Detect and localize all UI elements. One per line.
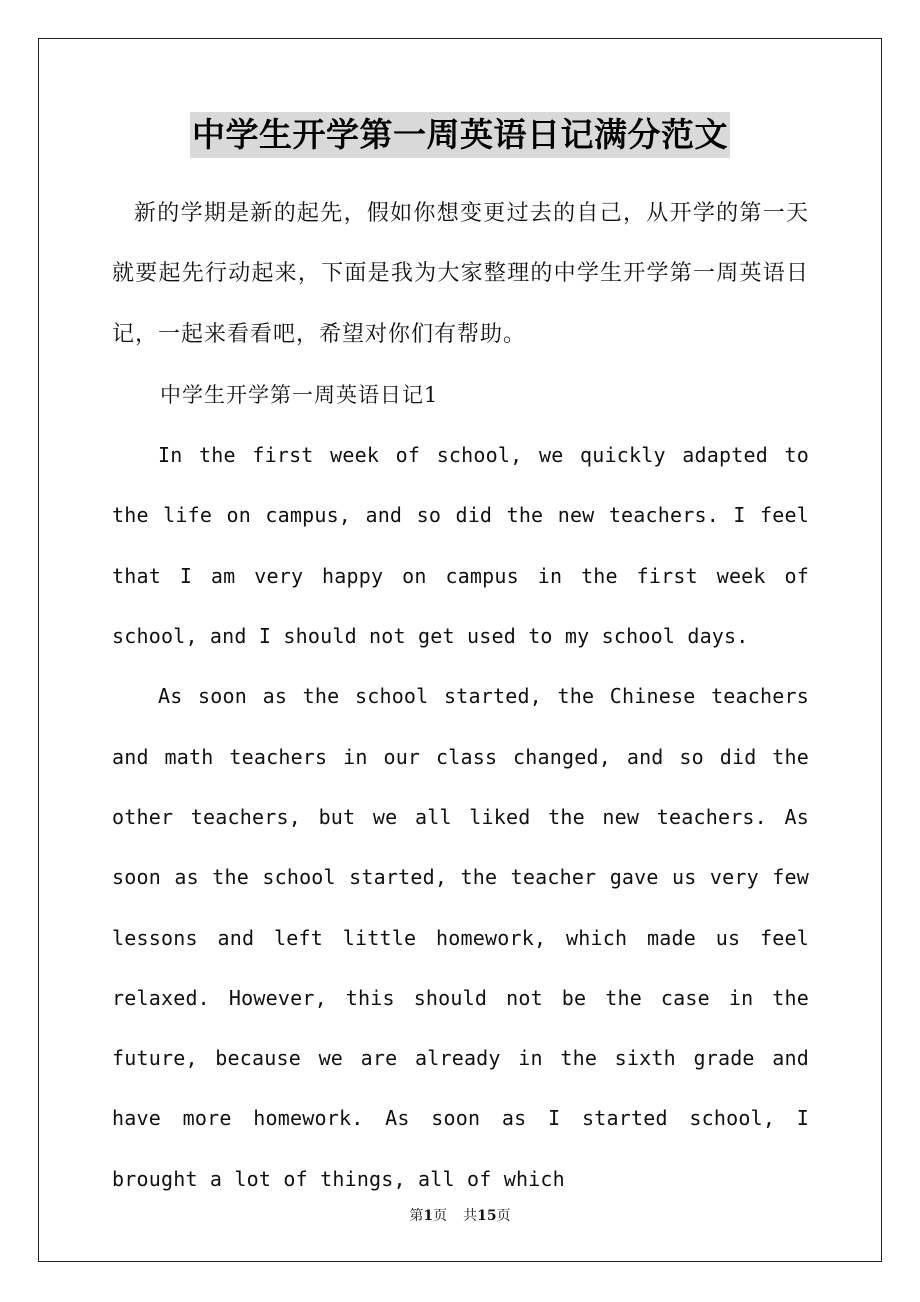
title-container bbox=[0, 112, 920, 158]
total-label: 页 bbox=[496, 1208, 511, 1224]
document-body bbox=[112, 184, 809, 1209]
page-label: 页 bbox=[433, 1208, 448, 1224]
page-footer bbox=[0, 1206, 920, 1226]
total-prefix: 共 bbox=[463, 1208, 478, 1224]
intro-paragraph: 新的学期是新的起先，假如你想变更过去的自己，从开学的第一天就要起先行动起来，下面是我为大家整理的中学生开学第一周英语日记，一起来看看吧，希望对你们有帮助。 bbox=[112, 201, 809, 347]
page-current: 1 bbox=[423, 1208, 434, 1224]
document-title: 中学生开学第一周英语日记满分范文 bbox=[190, 112, 730, 158]
body-paragraph-1: In the first week of school, we quickly adapted to the life on campus, and so did the new teachers. I feel that I am very happy on campus in the first week of school, and I should not get used to my school days. bbox=[112, 443, 809, 649]
page-prefix: 第 bbox=[409, 1208, 424, 1224]
section-heading: 中学生开学第一周英语日记1 bbox=[160, 382, 439, 407]
body-paragraph-2: As soon as the school started, the Chinese teachers and math teachers in our class changed, and so did the other teachers, but we all liked the new teachers. As soon as the school started, the teacher gave us very few lessons and left little homework, which made us feel relaxed. However, this should not be the case in the future, because we are already in the sixth grade and have more homework. As soon as I started school, I brought a lot of things, all of which bbox=[112, 684, 809, 1191]
page-total: 15 bbox=[477, 1208, 497, 1224]
